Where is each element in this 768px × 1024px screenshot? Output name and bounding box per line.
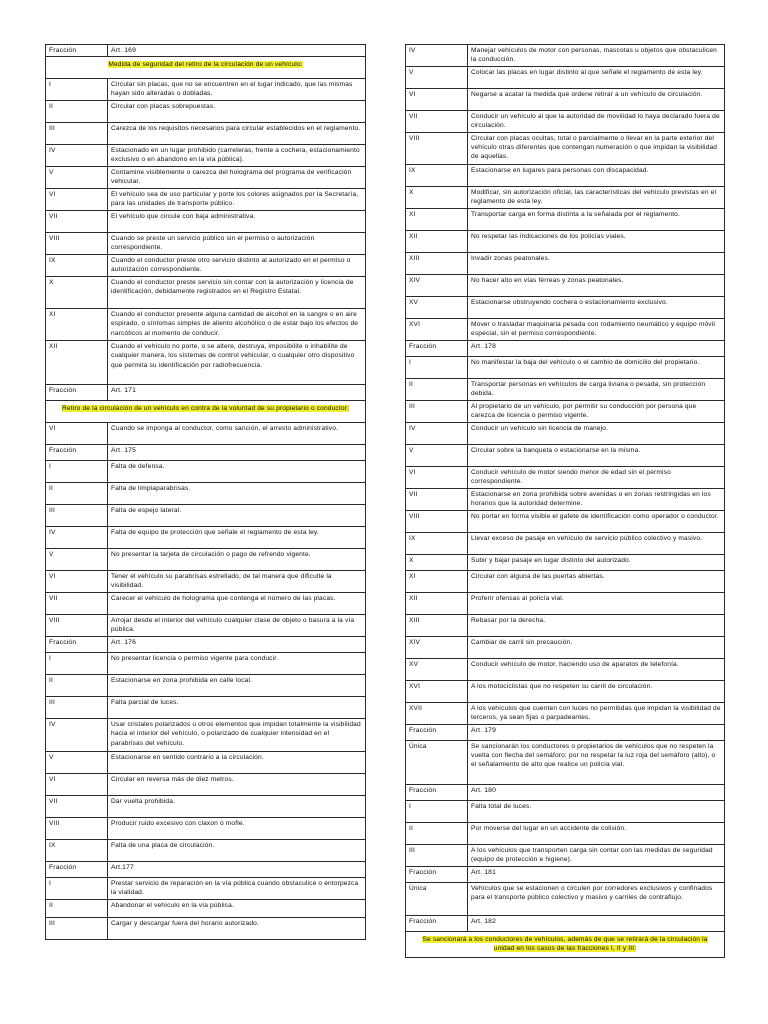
left-column <box>45 44 366 940</box>
right-column <box>405 44 725 958</box>
fraction-row <box>46 423 366 445</box>
left-table <box>45 44 366 940</box>
fraction-description: Abandonar el vehículo en la vía pública. <box>108 900 366 918</box>
fraction-number: X <box>406 187 468 209</box>
article-number: Art. 175 <box>108 445 366 461</box>
fraction-number: Única <box>406 741 468 785</box>
fraction-number: XI <box>406 571 468 593</box>
fraction-description: Arrojar desde el interior del vehículo cualquier clase de objeto o basura a la vía pública. <box>108 615 366 637</box>
fraction-number: II <box>406 823 468 845</box>
fraction-row <box>46 878 366 900</box>
section-banner <box>46 57 366 79</box>
article-number: Art. 169 <box>108 45 366 57</box>
fraction-number: III <box>46 123 108 145</box>
right-table <box>405 44 725 958</box>
article-number: Art. 182 <box>468 916 725 932</box>
section-banner <box>46 401 366 423</box>
fraction-row <box>406 297 725 319</box>
fraction-description: Producir ruido excesivo con claxon o mofle. <box>108 818 366 840</box>
article-number: Art. 181 <box>468 867 725 883</box>
article-number: Art. 171 <box>108 385 366 401</box>
section-banner-text: Retiro de la circulación de un vehículo en contra de la voluntad de su propietario o conductor: <box>62 405 349 413</box>
fraction-row <box>406 445 725 467</box>
fraction-description: Circular sin placas, que no se encuentren en el lugar indicado, que las mismas hayan sido alteradas o dobladas. <box>108 79 366 101</box>
fraction-header-label: Fracción <box>406 341 468 357</box>
fraction-description: Falta de limpiaparabrisas. <box>108 483 366 505</box>
fraction-description: Carecer el vehículo de holograma que contenga el número de las placas. <box>108 593 366 615</box>
fraction-row <box>46 527 366 549</box>
fraction-number: XII <box>46 341 108 385</box>
fraction-number: I <box>406 357 468 379</box>
fraction-number: IV <box>46 719 108 752</box>
fraction-description: Transportar personas en vehículos de carga liviana o pesada, sin protección debida. <box>468 379 725 401</box>
fraction-description: Conducir un vehículo al que la autoridad de movilidad lo haya declarado fuera de circulación. <box>468 111 725 133</box>
fraction-row <box>46 615 366 637</box>
fraction-row <box>406 845 725 867</box>
fraction-number: IX <box>46 255 108 277</box>
fraction-number: XIII <box>406 615 468 637</box>
fraction-description: Estacionarse en sentido contrario a la circulación. <box>108 752 366 774</box>
fraction-row <box>46 796 366 818</box>
fraction-header-label: Fracción <box>46 45 108 57</box>
fraction-row <box>406 165 725 187</box>
fraction-description: Falta de defensa. <box>108 461 366 483</box>
fraction-description: Proferir ofensas al policía vial. <box>468 593 725 615</box>
fraction-number: XII <box>406 593 468 615</box>
article-header-row <box>46 385 366 401</box>
fraction-number: VI <box>46 423 108 445</box>
fraction-description: No respetar las indicaciones de los policías viales. <box>468 231 725 253</box>
fraction-row <box>406 801 725 823</box>
fraction-header-label: Fracción <box>406 867 468 883</box>
fraction-description: Llevar exceso de pasaje en vehículo de servicio público colectivo y masivo. <box>468 533 725 555</box>
fraction-description: El vehículo sea de uso particular y porte los colores asignados por la Secretaría, para las unidades de transporte público. <box>108 189 366 211</box>
fraction-row <box>46 840 366 862</box>
fraction-row <box>406 703 725 725</box>
fraction-number: VII <box>406 489 468 511</box>
fraction-number: VIII <box>406 511 468 533</box>
fraction-description: Conducir un vehículo sin licencia de manejo. <box>468 423 725 445</box>
section-banner-row <box>46 57 366 79</box>
fraction-description: Transportar carga en forma distinta a la señalada por el reglamento. <box>468 209 725 231</box>
fraction-description: Estacionarse en zona prohibida en calle local. <box>108 675 366 697</box>
fraction-row <box>406 741 725 785</box>
fraction-description: Falta parcial de luces. <box>108 697 366 719</box>
fraction-row <box>46 900 366 918</box>
fraction-header-label: Fracción <box>406 725 468 741</box>
article-header-row <box>46 862 366 878</box>
fraction-description: A los vehículos que transporten carga sin contar con las medidas de seguridad (equipo de protección e higiene). <box>468 845 725 867</box>
article-number: Art. 178 <box>468 341 725 357</box>
fraction-row <box>46 818 366 840</box>
fraction-number: I <box>406 801 468 823</box>
fraction-number: XII <box>406 231 468 253</box>
fraction-row <box>406 593 725 615</box>
fraction-number: IV <box>46 527 108 549</box>
fraction-number: IV <box>46 145 108 167</box>
fraction-description: Estacionarse obstruyendo cochera o estacionamiento exclusivo. <box>468 297 725 319</box>
fraction-header-label: Fracción <box>46 862 108 878</box>
fraction-description: Manejar vehículos de motor con personas, mascotas u objetos que obstaculicen la conducción. <box>468 45 725 67</box>
fraction-row <box>406 883 725 916</box>
fraction-header-label: Fracción <box>406 785 468 801</box>
fraction-description: No presentar la tarjeta de circulación o pago de refrendo vigente. <box>108 549 366 571</box>
fraction-description: Cambiar de carril sin precaución. <box>468 637 725 659</box>
article-header-row <box>46 45 366 57</box>
fraction-row <box>406 187 725 209</box>
fraction-description: Dar vuelta prohibida. <box>108 796 366 818</box>
fraction-number: V <box>406 67 468 89</box>
fraction-row <box>46 752 366 774</box>
section-banner-row <box>406 932 725 958</box>
fraction-number: VIII <box>406 133 468 165</box>
fraction-number: XVI <box>406 681 468 703</box>
fraction-number: II <box>406 379 468 401</box>
fraction-row <box>46 255 366 277</box>
fraction-number: X <box>406 555 468 571</box>
fraction-row <box>46 145 366 167</box>
article-header-row <box>406 916 725 932</box>
fraction-description: Cuando se preste un servicio público sin el permiso o autorización correspondiente. <box>108 233 366 255</box>
article-header-row <box>46 445 366 461</box>
fraction-row <box>46 675 366 697</box>
fraction-number: V <box>46 167 108 189</box>
fraction-row <box>46 483 366 505</box>
fraction-description: Conducir vehículo de motor siendo menor de edad sin el permiso correspondiente. <box>468 467 725 489</box>
fraction-description: Se sancionarán los conductores o propietarios de vehículos que no respeten la vuelta con flecha del semáforo; por no respetar la luz roja del semáforo (alto), o el señalamiento de alto que realice un policía vial. <box>468 741 725 785</box>
fraction-row <box>46 653 366 675</box>
fraction-row <box>46 167 366 189</box>
fraction-description: Cuando se imponga al conductor, como sanción, el arresto administrativo. <box>108 423 366 445</box>
article-header-row <box>406 341 725 357</box>
fraction-row <box>46 549 366 571</box>
fraction-row <box>406 209 725 231</box>
fraction-description: Cuando el conductor preste otro servicio distinto al autorizado en el permiso o autorización correspondiente. <box>108 255 366 277</box>
fraction-number: III <box>46 505 108 527</box>
fraction-header-label: Fracción <box>46 637 108 653</box>
fraction-description: Falta de equipo de protección que señale el reglamento de esta ley. <box>108 527 366 549</box>
fraction-number: XI <box>46 309 108 341</box>
fraction-description: Estacionarse en zona prohibida sobre avenidas o en zonas restringidas en los horarios que la autoridad determine. <box>468 489 725 511</box>
fraction-row <box>406 275 725 297</box>
fraction-number: I <box>46 653 108 675</box>
fraction-row <box>406 111 725 133</box>
fraction-number: IX <box>46 840 108 862</box>
fraction-row <box>46 277 366 309</box>
article-header-row <box>46 637 366 653</box>
fraction-number: VIII <box>46 233 108 255</box>
fraction-number: V <box>406 445 468 467</box>
article-header-row <box>406 867 725 883</box>
fraction-row <box>46 697 366 719</box>
fraction-description: Circular con alguna de las puertas abiertas. <box>468 571 725 593</box>
fraction-description: Mover o trasladar maquinaria pesada con rodamiento neumático y equipo móvil especial, sin el permiso correspondiente. <box>468 319 725 341</box>
fraction-description: Circular con placas ocultas, total o parcialmente o llevar en la parte exterior del vehículo otras diferentes que contengan numeración o que impidan la visibilidad de aquellas. <box>468 133 725 165</box>
fraction-number: VII <box>46 593 108 615</box>
fraction-row <box>406 67 725 89</box>
fraction-number: II <box>46 675 108 697</box>
section-banner-text: Medida de seguridad del retiro de la circulación de un vehículo: <box>108 61 303 69</box>
fraction-row <box>46 341 366 385</box>
fraction-description: Falta de una placa de circulación. <box>108 840 366 862</box>
fraction-description: Colocar las placas en lugar distinto al que señale el reglamento de esta ley. <box>468 67 725 89</box>
fraction-number: II <box>46 101 108 123</box>
fraction-description: Usar cristales polarizados u otros elementos que impidan totalmente la visibilidad hacia el interior del vehículo, o polarizado de cualquier intensidad en el parabrisas del vehículo. <box>108 719 366 752</box>
fraction-number: XV <box>406 297 468 319</box>
fraction-description: No presentar licencia o permiso vigente para conducir. <box>108 653 366 675</box>
fraction-number: XIII <box>406 253 468 275</box>
fraction-row <box>406 231 725 253</box>
fraction-description: Negarse a acatar la medida que ordene retirar a un vehículo de circulación. <box>468 89 725 111</box>
fraction-description: Falta total de luces. <box>468 801 725 823</box>
fraction-row <box>46 918 366 940</box>
fraction-number: VIII <box>46 615 108 637</box>
fraction-number: XV <box>406 659 468 681</box>
fraction-description: Cargar y descargar fuera del horario autorizado. <box>108 918 366 940</box>
fraction-number: V <box>46 549 108 571</box>
fraction-description: Estacionarse en lugares para personas con discapacidad. <box>468 165 725 187</box>
fraction-description: Vehículos que se estacionen o circulen por corredores exclusivos y confinados para el transporte público colectivo y masivo y carriles de contraflujo. <box>468 883 725 916</box>
fraction-description: No portar en forma visible el gafete de identificación como operador o conductor. <box>468 511 725 533</box>
fraction-header-label: Fracción <box>46 385 108 401</box>
fraction-row <box>406 133 725 165</box>
fraction-number: III <box>46 697 108 719</box>
fraction-description: Subir y bajar pasaje en lugar distinto del autorizado. <box>468 555 725 571</box>
fraction-number: III <box>46 918 108 940</box>
fraction-row <box>406 615 725 637</box>
fraction-row <box>46 774 366 796</box>
fraction-row <box>46 79 366 101</box>
fraction-number: IV <box>406 45 468 67</box>
fraction-number: II <box>46 900 108 918</box>
article-header-row <box>406 725 725 741</box>
fraction-row <box>406 319 725 341</box>
fraction-number: III <box>406 845 468 867</box>
fraction-row <box>406 823 725 845</box>
article-number: Art. 180 <box>468 785 725 801</box>
fraction-number: II <box>46 483 108 505</box>
fraction-row <box>406 89 725 111</box>
fraction-number: IV <box>406 423 468 445</box>
fraction-number: XVI <box>406 319 468 341</box>
fraction-number: Única <box>406 883 468 916</box>
fraction-description: A los motociclistas que no respeten su carril de circulación. <box>468 681 725 703</box>
fraction-row <box>406 423 725 445</box>
fraction-row <box>406 401 725 423</box>
fraction-description: Cuando el conductor presente alguna cantidad de alcohol en la sangre o en aire espirado, o síntomas simples de aliento alcohólico o de estar bajo los efectos de narcóticos al momento de conducir. <box>108 309 366 341</box>
fraction-row <box>46 593 366 615</box>
fraction-number: XIV <box>406 637 468 659</box>
fraction-row <box>46 309 366 341</box>
fraction-number: I <box>46 79 108 101</box>
article-number: Art. 179 <box>468 725 725 741</box>
fraction-number: VI <box>406 467 468 489</box>
fraction-description: Conducir vehículo de motor, haciendo uso de aparatos de telefonía. <box>468 659 725 681</box>
fraction-row <box>406 681 725 703</box>
fraction-header-label: Fracción <box>46 445 108 461</box>
fraction-row <box>46 233 366 255</box>
fraction-number: XVII <box>406 703 468 725</box>
fraction-number: III <box>406 401 468 423</box>
fraction-row <box>406 357 725 379</box>
fraction-description: Estacionado en un lugar prohibido (carreteras, frente a cochera, estacionamiento exclusivo o en abandono en la vía pública). <box>108 145 366 167</box>
fraction-number: V <box>46 752 108 774</box>
fraction-row <box>406 253 725 275</box>
fraction-row <box>46 505 366 527</box>
fraction-description: A los vehículos que cuenten con luces no permitidas que impidan la visibilidad de terceros, ya sean fijas o parpadeantes. <box>468 703 725 725</box>
fraction-description: Al propietario de un vehículo, por permitir su conducción por persona que carezca de licencia o permiso vigente. <box>468 401 725 423</box>
section-banner-text: Se sancionará a los conductores de vehículos, además de que se retirará de la circulación la unidad en los casos de las fracciones I, II y III: <box>422 936 708 953</box>
fraction-row <box>406 637 725 659</box>
fraction-description: Rebasar por la derecha. <box>468 615 725 637</box>
fraction-row <box>406 659 725 681</box>
fraction-row <box>406 467 725 489</box>
fraction-description: Contamine visiblemente o carezca del holograma del programa de verificación vehicular. <box>108 167 366 189</box>
fraction-row <box>46 461 366 483</box>
fraction-description: Carezca de los requisitos necesarios para circular establecidos en el reglamento. <box>108 123 366 145</box>
fraction-row <box>406 379 725 401</box>
fraction-row <box>46 123 366 145</box>
fraction-number: IX <box>406 533 468 555</box>
fraction-number: VIII <box>46 818 108 840</box>
fraction-description: Cuando el conductor preste servicio sin contar con la autorización y licencia de identificación, debidamente registrados en el Registro Estatal. <box>108 277 366 309</box>
fraction-description: Circular con placas sobrepuestas. <box>108 101 366 123</box>
fraction-number: VII <box>406 111 468 133</box>
fraction-row <box>46 101 366 123</box>
fraction-row <box>46 719 366 752</box>
fraction-row <box>406 511 725 533</box>
fraction-number: IX <box>406 165 468 187</box>
fraction-description: Circular en reversa más de diez metros. <box>108 774 366 796</box>
fraction-number: I <box>46 878 108 900</box>
fraction-description: No hacer alto en vías férreas y zonas peatonales. <box>468 275 725 297</box>
fraction-number: XI <box>406 209 468 231</box>
fraction-number: VII <box>46 211 108 233</box>
fraction-description: Prestar servicio de reparación en la vía pública cuando obstaculice o entorpezca la vialidad. <box>108 878 366 900</box>
fraction-row <box>406 489 725 511</box>
fraction-description: Cuando el vehículo no porte, o se altere, destruya, imposibilite o inhabilite de cualquier manera, los sistemas de control vehicular, o cualquier otro dispositivo que permita su identificación por radiofrecuencia. <box>108 341 366 385</box>
fraction-header-label: Fracción <box>406 916 468 932</box>
section-banner-row <box>46 401 366 423</box>
fraction-description: Modificar, sin autorización oficial, las características del vehículo previstas en el reglamento de esta ley. <box>468 187 725 209</box>
article-number: Art. 176 <box>108 637 366 653</box>
fraction-number: X <box>46 277 108 309</box>
fraction-row <box>406 45 725 67</box>
fraction-row <box>46 211 366 233</box>
fraction-number: I <box>46 461 108 483</box>
fraction-description: Falta de espejo lateral. <box>108 505 366 527</box>
fraction-number: VI <box>46 774 108 796</box>
fraction-description: Tener el vehículo su parabrisas estrellado, de tal manera que dificulte la visibilidad. <box>108 571 366 593</box>
section-banner <box>406 932 725 958</box>
fraction-description: El vehículo que circule con baja administrativa. <box>108 211 366 233</box>
fraction-number: VI <box>46 189 108 211</box>
fraction-row <box>46 571 366 593</box>
fraction-description: Circular sobre la banqueta o estacionarse en la misma. <box>468 445 725 467</box>
fraction-description: Por moverse del lugar en un accidente de colisión. <box>468 823 725 845</box>
fraction-description: No manifestar la baja del vehículo o el cambio de domicilio del propietario. <box>468 357 725 379</box>
fraction-row <box>46 189 366 211</box>
article-number: Art.177 <box>108 862 366 878</box>
article-header-row <box>406 785 725 801</box>
fraction-row <box>406 533 725 555</box>
fraction-row <box>406 571 725 593</box>
fraction-number: VI <box>46 571 108 593</box>
fraction-row <box>406 555 725 571</box>
fraction-description: Invadir zonas peatonales. <box>468 253 725 275</box>
fraction-number: VII <box>46 796 108 818</box>
fraction-number: XIV <box>406 275 468 297</box>
fraction-number: VI <box>406 89 468 111</box>
